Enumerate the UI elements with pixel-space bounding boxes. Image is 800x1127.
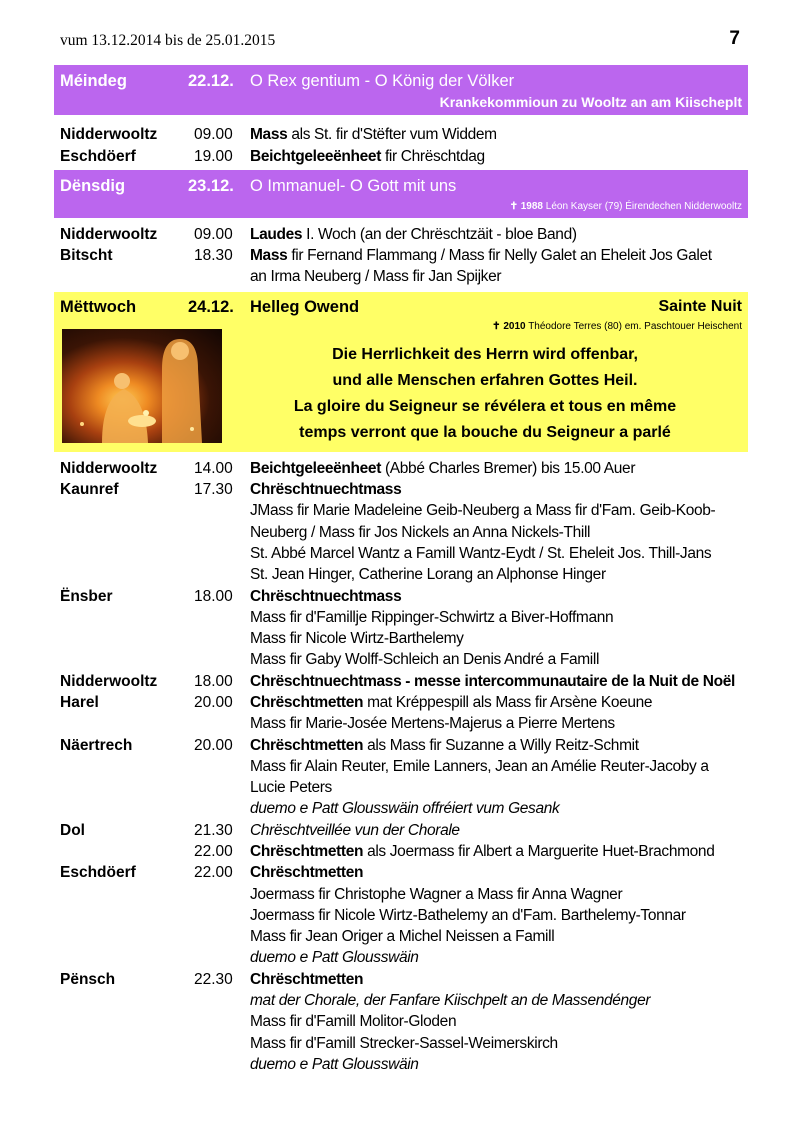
schedule-row <box>60 694 750 715</box>
service-details: als Mass fir Suzanne a Willy Reitz-Schmit <box>363 737 639 754</box>
service-details: I. Woch (an der Chrëschtzäit - bloe Band) <box>302 226 577 243</box>
schedule-row <box>60 609 750 630</box>
date-range: vum 13.12.2014 bis de 25.01.2015 <box>60 32 276 49</box>
service-time: 21.30 <box>194 822 233 839</box>
service-time: 22.30 <box>194 971 233 988</box>
feast-title: O Immanuel- O Gott mit uns <box>250 177 457 195</box>
service-details: fir Fernand Flammang / Mass fir Nelly Galet an Eheleit Jos Galet <box>287 247 712 264</box>
service-details: Lucie Peters <box>250 779 332 796</box>
service-description <box>250 524 590 542</box>
service-description <box>250 651 599 669</box>
service-description <box>250 1056 419 1074</box>
service-description <box>250 545 711 563</box>
service-description <box>250 992 650 1010</box>
service-description <box>250 673 735 691</box>
memorial-note <box>510 201 742 212</box>
schedule-row <box>60 928 750 949</box>
feast-title: O Rex gentium - O König der Völker <box>250 72 515 90</box>
schedule-row <box>60 524 750 545</box>
place-name: Nidderwooltz <box>60 226 158 243</box>
service-type: Chrëschtmetten <box>250 864 364 881</box>
day-name: Méindeg <box>60 72 127 90</box>
schedule-row <box>60 1013 750 1034</box>
service-time: 20.00 <box>194 694 233 711</box>
service-description <box>250 971 363 989</box>
service-type: Beichtgeleeënheet <box>250 148 382 165</box>
schedule-row <box>60 481 750 502</box>
feast-title: Helleg Owend <box>250 298 360 316</box>
service-description <box>250 694 652 712</box>
service-description <box>250 502 715 520</box>
service-time: 18.00 <box>194 588 233 605</box>
service-time: 09.00 <box>194 126 233 143</box>
service-type: Chrëschtnuechtmass <box>250 588 402 605</box>
place-name: Ënsber <box>60 588 113 605</box>
schedule-row <box>60 460 750 481</box>
service-description <box>250 758 709 776</box>
service-type: Chrëschtmetten <box>250 737 364 754</box>
service-details: St. Abbé Marcel Wantz a Famill Wantz-Eydt / St. Eheleit Jos. Thill-Jans <box>250 545 712 562</box>
service-time: 17.30 <box>194 481 233 498</box>
service-description <box>250 843 714 861</box>
day-name: Mëttwoch <box>60 298 137 316</box>
service-details: Joermass fir Nicole Wirtz-Bathelemy an d'Fam. Barthelemy-Tonnar <box>250 907 686 924</box>
service-details: fir Chrëschtdag <box>381 148 485 165</box>
service-details: JMass fir Marie Madeleine Geib-Neuberg a Mass fir d'Fam. Geib-Koob- <box>250 502 716 519</box>
page-number: 7 <box>729 28 740 49</box>
service-description <box>250 247 712 265</box>
service-details: Mass fir Gaby Wolff-Schleich an Denis André a Famill <box>250 651 600 668</box>
place-name: Nidderwooltz <box>60 126 158 143</box>
schedule-row <box>60 800 750 821</box>
schedule-row <box>60 949 750 970</box>
service-description <box>250 1035 558 1053</box>
service-description <box>250 1013 456 1031</box>
service-note: duemo e Patt Glousswäin <box>250 1056 419 1073</box>
service-details: Joermass fir Christophe Wagner a Mass fir Anna Wagner <box>250 886 623 903</box>
memorial-mark: ✝ 2010 <box>492 321 526 332</box>
service-description <box>250 588 401 606</box>
schedule-row <box>60 247 750 268</box>
service-time: 09.00 <box>194 226 233 243</box>
service-time: 22.00 <box>194 864 233 881</box>
service-description <box>250 481 401 499</box>
schedule-row <box>60 566 750 587</box>
service-details: Mass fir d'Famill Strecker-Sassel-Weimerskirch <box>250 1035 558 1052</box>
nativity-candlelight-image <box>62 329 222 443</box>
place-name: Nidderwooltz <box>60 460 158 477</box>
service-description <box>250 737 639 755</box>
schedule-row <box>60 1035 750 1056</box>
day-band-monday <box>54 65 748 115</box>
schedule-row <box>60 992 750 1013</box>
schedule-row <box>60 226 750 247</box>
service-description <box>250 268 501 286</box>
schedule-row <box>60 502 750 523</box>
schedule-row <box>60 673 750 694</box>
service-details: Mass fir Alain Reuter, Emile Lanners, Jean an Amélie Reuter-Jacoby a <box>250 758 709 775</box>
schedule-row <box>60 737 750 758</box>
service-details: mat Kréppespill als Mass fir Arsène Koeune <box>363 694 653 711</box>
memorial-note <box>492 321 742 332</box>
service-details: an Irma Neuberg / Mass fir Jan Spijker <box>250 268 502 285</box>
day-band-tuesday <box>54 170 748 218</box>
memorial-mark: ✝ 1988 <box>509 201 543 212</box>
schedule-row <box>60 779 750 800</box>
service-details: Neuberg / Mass fir Jos Nickels an Anna Nickels-Thill <box>250 524 591 541</box>
service-type: Chrëschtnuechtmass - messe intercommunautaire de la Nuit de Noël <box>250 673 735 690</box>
schedule-row <box>60 545 750 566</box>
service-description <box>250 864 363 882</box>
service-details: Mass fir d'Famillje Rippinger-Schwirtz a Biver-Hoffmann <box>250 609 614 626</box>
service-note: duemo e Patt Glousswäin <box>250 949 419 966</box>
service-time: 19.00 <box>194 148 233 165</box>
service-details: Mass fir d'Famill Molitor-Gloden <box>250 1013 457 1030</box>
service-description <box>250 566 606 584</box>
quote-line-3: La gloire du Seigneur se révélera et tous en même <box>293 398 677 415</box>
place-name: Dol <box>60 822 85 839</box>
service-note: Chrëschtveillée vun der Chorale <box>250 822 460 839</box>
schedule-row <box>60 886 750 907</box>
memorial-text: Théodore Terres (80) em. Paschtouer Heischent <box>528 321 742 332</box>
service-details: als Joermass fir Albert a Marguerite Huet-Brachmond <box>363 843 715 860</box>
page-header <box>60 28 740 54</box>
service-type: Beichtgeleeënheet <box>250 460 382 477</box>
service-description <box>250 460 635 478</box>
service-description <box>250 886 622 904</box>
schedule-row <box>60 630 750 651</box>
service-time: 18.30 <box>194 247 233 264</box>
day-date: 23.12. <box>188 177 234 195</box>
quote-line-2: und alle Menschen erfahren Gottes Heil. <box>332 372 638 389</box>
service-description <box>250 226 577 244</box>
service-description <box>250 949 419 967</box>
schedule-row <box>60 1056 750 1077</box>
service-details: Mass fir Nicole Wirtz-Barthelemy <box>250 630 464 647</box>
quote-line-1: Die Herrlichkeit des Herrn wird offenbar, <box>332 346 638 363</box>
place-name: Pënsch <box>60 971 116 988</box>
service-time: 18.00 <box>194 673 233 690</box>
service-note: mat der Chorale, der Fanfare Kiischpelt an de Massendénger <box>250 992 651 1009</box>
service-type: Chrëschtmetten <box>250 694 364 711</box>
day-date: 24.12. <box>188 298 234 316</box>
schedule-row <box>60 971 750 992</box>
place-name: Nidderwooltz <box>60 673 158 690</box>
feast-subtitle: Sainte Nuit <box>658 298 742 315</box>
service-details: als St. fir d'Stëfter vum Widdem <box>287 126 497 143</box>
service-time: 14.00 <box>194 460 233 477</box>
schedule-row <box>60 822 750 843</box>
schedule-row <box>60 864 750 885</box>
service-description <box>250 800 559 818</box>
schedule-row <box>60 843 750 864</box>
service-type: Chrëschtmetten <box>250 971 364 988</box>
schedule-row <box>60 758 750 779</box>
place-name: Bitscht <box>60 247 113 264</box>
day-name: Dënsdig <box>60 177 126 195</box>
place-name: Kaunref <box>60 481 119 498</box>
schedule-row <box>60 907 750 928</box>
day-date: 22.12. <box>188 72 234 90</box>
service-description <box>250 609 613 627</box>
feast-subtitle: Krankekommioun zu Wooltz an am Kiischeplt <box>439 94 742 110</box>
service-type: Laudes <box>250 226 303 243</box>
service-type: Chrëschtmetten <box>250 843 364 860</box>
service-description <box>250 630 464 648</box>
service-type: Chrëschtnuechtmass <box>250 481 402 498</box>
service-details: Mass fir Jean Origer a Michel Neissen a Famill <box>250 928 555 945</box>
service-note: duemo e Patt Glousswäin offréiert vum Gesank <box>250 800 560 817</box>
service-description <box>250 822 460 840</box>
service-details: (Abbé Charles Bremer) bis 15.00 Auer <box>381 460 636 477</box>
place-name: Näertrech <box>60 737 133 754</box>
place-name: Eschdöerf <box>60 864 136 881</box>
quote-line-4: temps verront que la bouche du Seigneur a parlé <box>299 424 671 441</box>
service-description <box>250 907 686 925</box>
service-description <box>250 779 332 797</box>
schedule-row <box>60 588 750 609</box>
service-description <box>250 126 497 144</box>
service-time: 22.00 <box>194 843 233 860</box>
schedule-row <box>60 148 750 169</box>
service-type: Mass <box>250 247 288 264</box>
memorial-text: Léon Kayser (79) Éirendechen Nidderwooltz <box>545 201 742 212</box>
service-details: St. Jean Hinger, Catherine Lorang an Alphonse Hinger <box>250 566 606 583</box>
service-time: 20.00 <box>194 737 233 754</box>
service-description <box>250 148 485 166</box>
service-description <box>250 928 554 946</box>
place-name: Harel <box>60 694 99 711</box>
service-details: Mass fir Marie-Josée Mertens-Majerus a Pierre Mertens <box>250 715 615 732</box>
place-name: Eschdöerf <box>60 148 136 165</box>
service-description <box>250 715 615 733</box>
schedule-row <box>60 126 750 147</box>
service-type: Mass <box>250 126 288 143</box>
schedule-row <box>60 651 750 672</box>
schedule-row <box>60 268 750 289</box>
schedule-row <box>60 715 750 736</box>
